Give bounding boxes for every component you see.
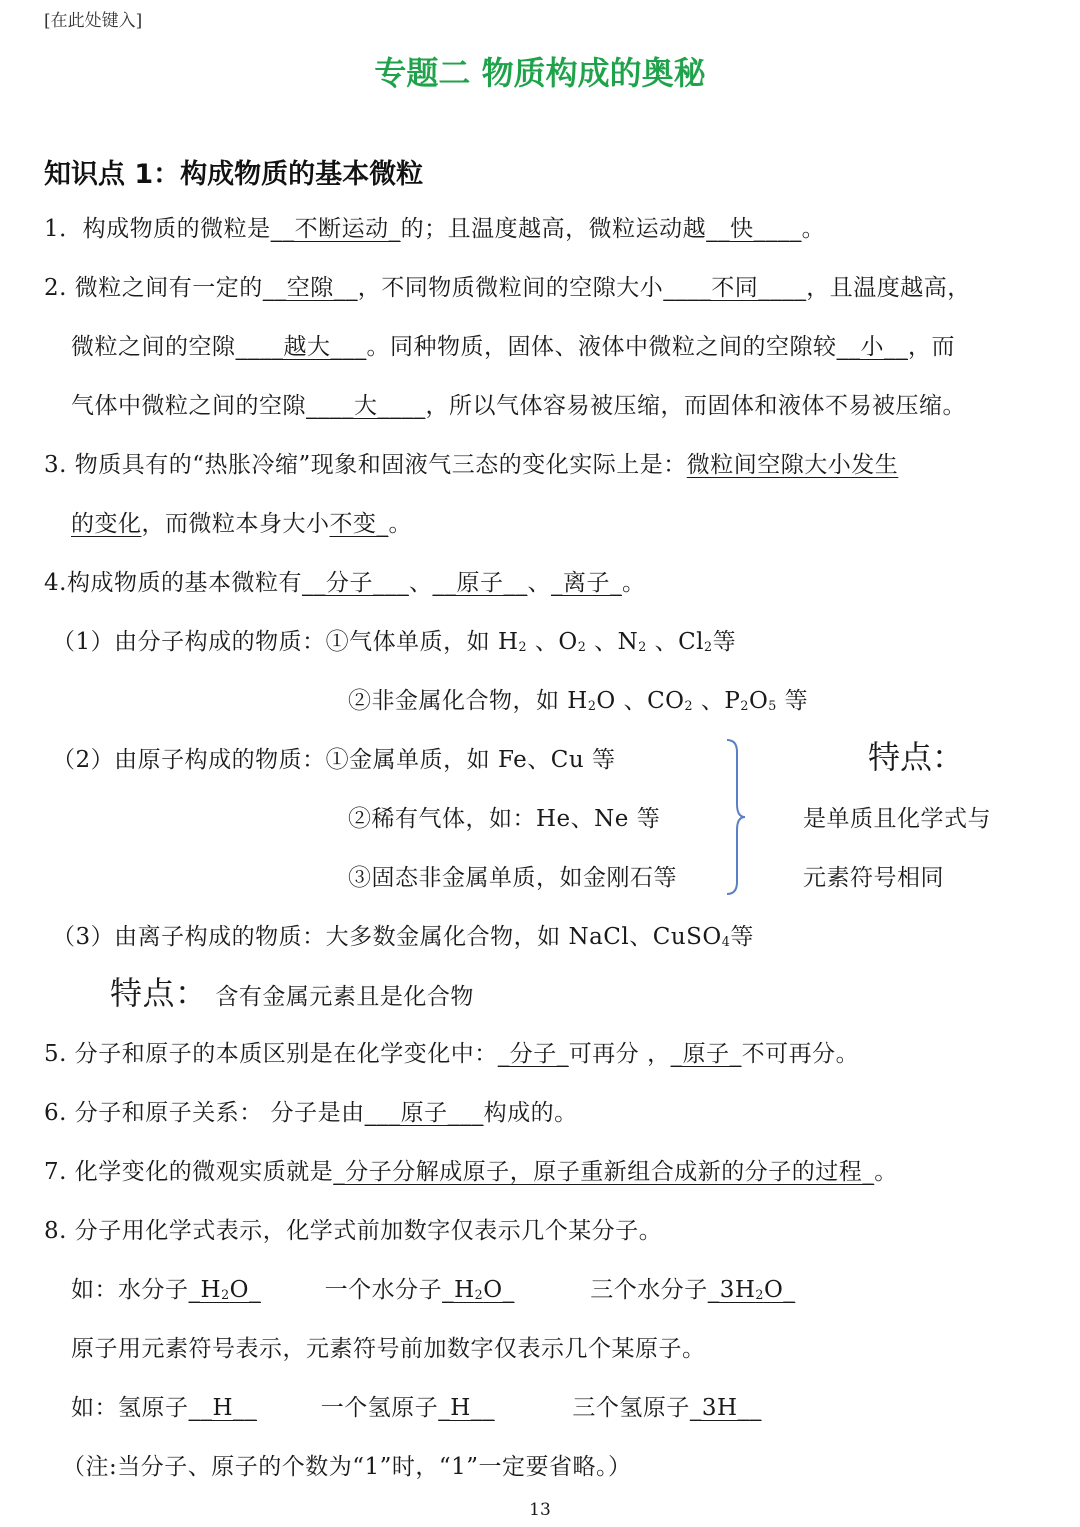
item-3-line-1: 3. 物质具有的“热胀冷缩”现象和固液气三态的变化实际上是：微粒间空隙大小发生 [44, 452, 899, 478]
item-6: 6. 分子和原子关系： 分子是由___原子___构成的。 [44, 1100, 578, 1126]
item-4: 4.构成物质的基本微粒有__分子___、__原子__、_离子_。 [44, 570, 646, 596]
item-4-1-line-2: ②非金属化合物，如 $H_2O$ 、$CO_2$ 、$P_2O_5$ 等 [348, 688, 809, 714]
item-2-line-2: 微粒之间的空隙____越大___。同种物质，固体、液体中微粒之间的空隙较__小__，而 [71, 334, 955, 360]
item-8-molecule-example: 如：水分子$\_H_2O\_$ 一个水分子$\_H_2O\_$ 三个水分子$\_3H_2O\_$ [71, 1277, 796, 1303]
item-4-3-feature: 特点： 含有金属元素且是化合物 [110, 974, 474, 1012]
note: （注:当分子、原子的个数为“1”时，“1”一定要省略。） [62, 1454, 632, 1480]
item-4-1-line-1: （1）由分子构成的物质：①气体单质，如 $H_2$ 、$O_2$ 、$N_2$ 、$Cl_2$等 [52, 629, 737, 655]
item-8-atom-rule: 原子用元素符号表示，元素符号前加数字仅表示几个某原子。 [71, 1336, 706, 1362]
feature-line-1: 是单质且化学式与 [803, 806, 991, 832]
page-number: 13 [529, 1500, 551, 1520]
section-title: 知识点 1：构成物质的基本微粒 [44, 159, 424, 190]
header-note: [在此处键入] [44, 11, 143, 31]
item-5: 5. 分子和原子的本质区别是在化学变化中：_分子_可再分 ，_原子_不可再分。 [44, 1041, 860, 1067]
item-4-2-line-2: ②稀有气体，如：He、Ne 等 [348, 806, 661, 832]
item-8-atom-example: 如：氢原子__H__ 一个氢原子_H__ 三个氢原子_3H__ [71, 1395, 762, 1421]
item-8: 8. 分子用化学式表示，化学式前加数字仅表示几个某分子。 [44, 1218, 663, 1244]
feature-line-2: 元素符号相同 [803, 865, 944, 891]
item-2-line-1: 2. 微粒之间有一定的__空隙__，不同物质微粒间的空隙大小____不同____，且温度越高， [44, 275, 971, 301]
item-7: 7. 化学变化的微观实质就是_分子分解成原子，原子重新组合成新的分子的过程_。 [44, 1159, 898, 1185]
item-4-2-line-3: ③固态非金属单质，如金刚石等 [348, 865, 677, 891]
item-2-line-3: 气体中微粒之间的空隙____大____，所以气体容易被压缩，而固体和液体不易被压缩。 [71, 393, 966, 419]
page-title: 专题二 物质构成的奥秘 [374, 54, 706, 92]
feature-title: 特点： [868, 738, 965, 776]
item-1: 1．构成物质的微粒是__不断运动_的；且温度越高，微粒运动越__快____。 [44, 216, 826, 242]
item-3-line-2: 的变化，而微粒本身大小不变_。 [71, 511, 412, 537]
item-4-2-line-1: （2）由原子构成的物质：①金属单质，如 Fe、Cu 等 [52, 747, 616, 773]
brace-icon [725, 738, 745, 896]
item-4-3: （3）由离子构成的物质：大多数金属化合物，如 NaCl、CuSO$_4$等 [52, 924, 754, 950]
